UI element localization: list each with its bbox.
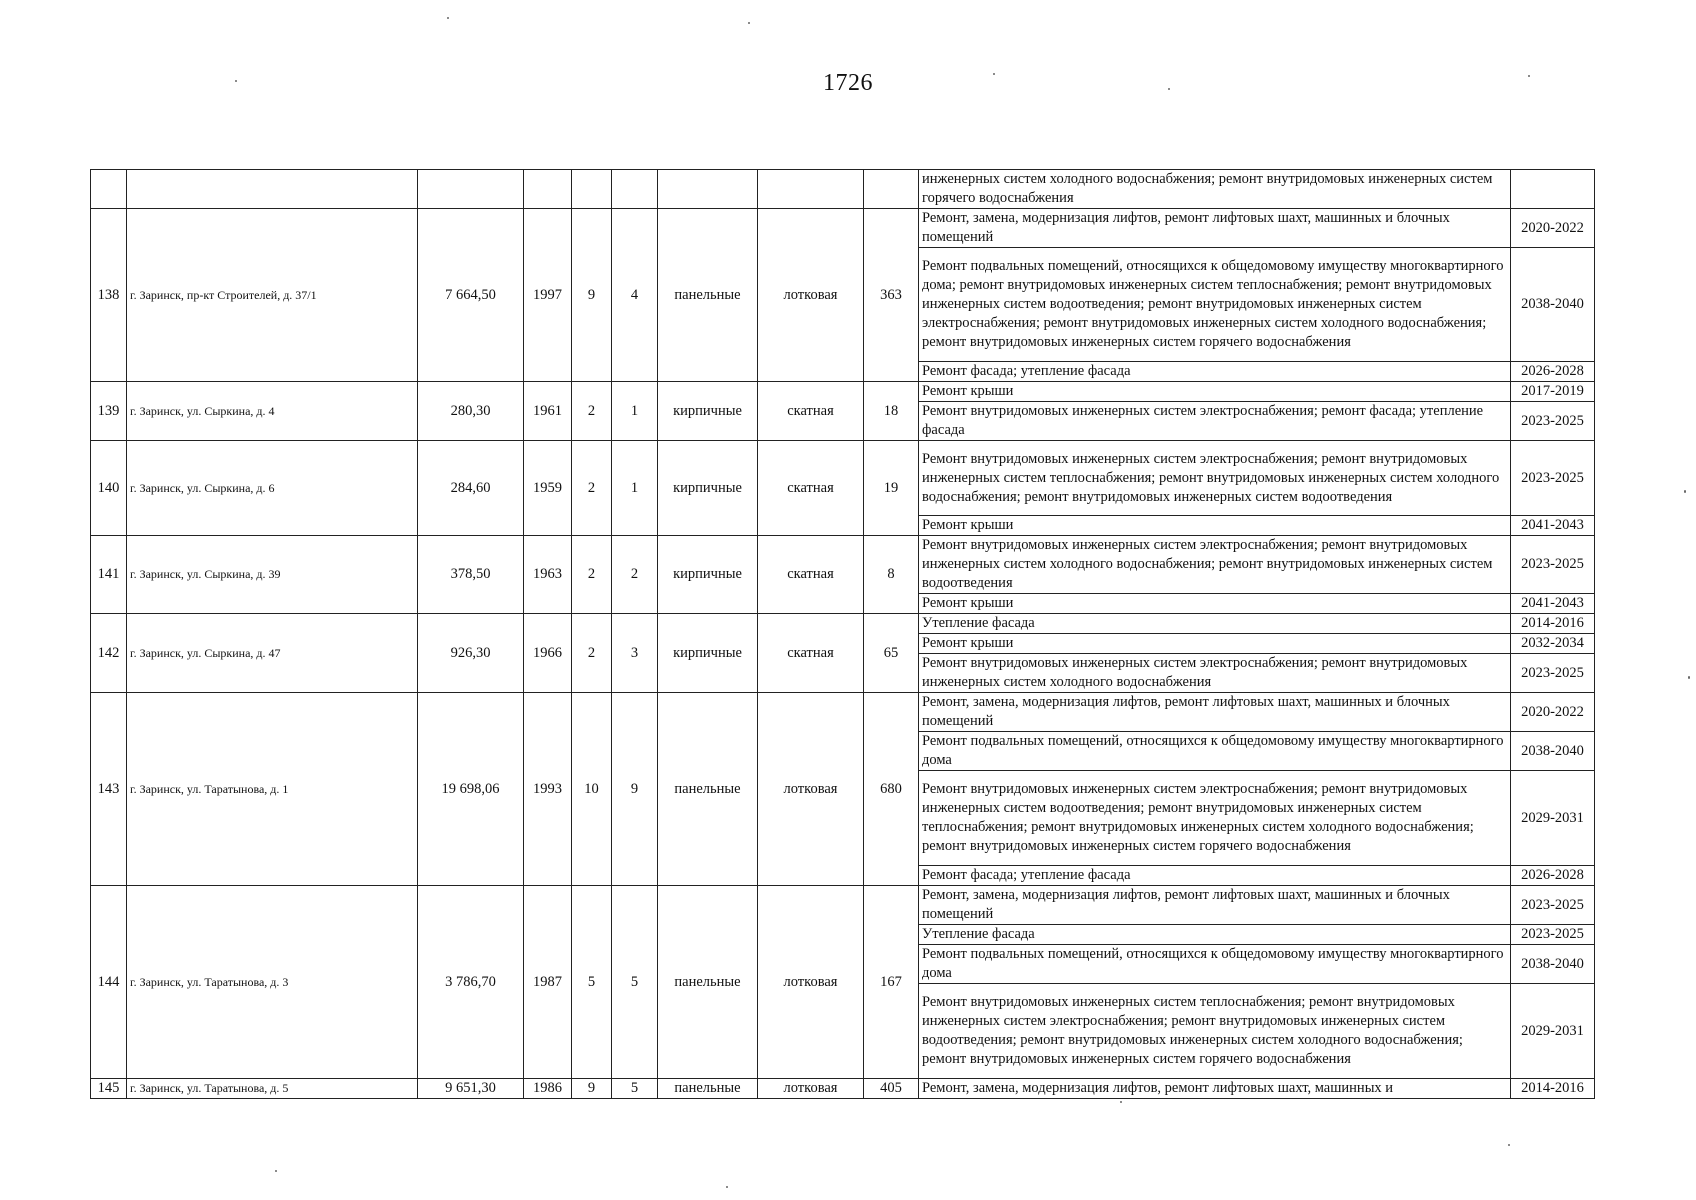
wall-material: кирпичные bbox=[658, 441, 758, 536]
residents-count: 19 bbox=[864, 441, 919, 536]
scan-speck bbox=[1528, 75, 1530, 77]
repair-period: 2029-2031 bbox=[1511, 771, 1595, 866]
floors-count bbox=[572, 170, 612, 209]
roof-type: скатная bbox=[758, 536, 864, 614]
repair-work: Ремонт фасада; утепление фасада bbox=[919, 362, 1511, 382]
total-area: 3 786,70 bbox=[418, 886, 524, 1079]
residents-count: 18 bbox=[864, 382, 919, 441]
row-number: 139 bbox=[91, 382, 127, 441]
entrances-count: 9 bbox=[612, 693, 658, 886]
construction-year: 1987 bbox=[524, 886, 572, 1079]
row-number: 142 bbox=[91, 614, 127, 693]
repair-period: 2038-2040 bbox=[1511, 945, 1595, 984]
construction-year: 1997 bbox=[524, 209, 572, 382]
table-row bbox=[91, 614, 1595, 634]
entrances-count: 2 bbox=[612, 536, 658, 614]
building-address: г. Заринск, ул. Сыркина, д. 39 bbox=[127, 536, 418, 614]
repair-period: 2017-2019 bbox=[1511, 382, 1595, 402]
entrances-count: 5 bbox=[612, 886, 658, 1079]
scan-speck bbox=[447, 17, 449, 19]
row-number: 145 bbox=[91, 1079, 127, 1099]
scan-speck bbox=[748, 22, 750, 24]
repair-work: Ремонт внутридомовых инженерных систем электроснабжения; ремонт внутридомовых инженерных систем холодного водоснабжения; ремонт внутридомовых инженерных систем водоотведения bbox=[919, 536, 1511, 594]
building-address: г. Заринск, пр-кт Строителей, д. 37/1 bbox=[127, 209, 418, 382]
repair-work: Ремонт крыши bbox=[919, 634, 1511, 654]
building-address bbox=[127, 170, 418, 209]
roof-type: лотковая bbox=[758, 693, 864, 886]
repair-work: Ремонт, замена, модернизация лифтов, ремонт лифтовых шахт, машинных и блочных помещений bbox=[919, 693, 1511, 732]
floors-count: 5 bbox=[572, 886, 612, 1079]
wall-material: панельные bbox=[658, 209, 758, 382]
scan-speck bbox=[993, 73, 995, 75]
repair-work: Утепление фасада bbox=[919, 614, 1511, 634]
entrances-count: 5 bbox=[612, 1079, 658, 1099]
repair-period: 2023-2025 bbox=[1511, 654, 1595, 693]
table-row bbox=[91, 209, 1595, 248]
repair-period: 2023-2025 bbox=[1511, 402, 1595, 441]
repair-work: Утепление фасада bbox=[919, 925, 1511, 945]
wall-material: кирпичные bbox=[658, 536, 758, 614]
repair-period: 2014-2016 bbox=[1511, 1079, 1595, 1099]
capital-repair-table bbox=[90, 169, 1595, 1099]
total-area: 284,60 bbox=[418, 441, 524, 536]
repair-period: 2038-2040 bbox=[1511, 248, 1595, 362]
repair-work: инженерных систем холодного водоснабжения; ремонт внутридомовых инженерных систем горячего водоснабжения bbox=[919, 170, 1511, 209]
wall-material: кирпичные bbox=[658, 382, 758, 441]
repair-period: 2041-2043 bbox=[1511, 594, 1595, 614]
residents-count: 167 bbox=[864, 886, 919, 1079]
roof-type bbox=[758, 170, 864, 209]
roof-type: лотковая bbox=[758, 209, 864, 382]
building-address: г. Заринск, ул. Таратынова, д. 5 bbox=[127, 1079, 418, 1099]
floors-count: 2 bbox=[572, 536, 612, 614]
repair-period: 2026-2028 bbox=[1511, 866, 1595, 886]
repair-period: 2020-2022 bbox=[1511, 209, 1595, 248]
repair-period: 2029-2031 bbox=[1511, 984, 1595, 1079]
wall-material: кирпичные bbox=[658, 614, 758, 693]
table-row bbox=[91, 886, 1595, 925]
floors-count: 2 bbox=[572, 441, 612, 536]
construction-year: 1966 bbox=[524, 614, 572, 693]
table-row bbox=[91, 170, 1595, 209]
total-area: 9 651,30 bbox=[418, 1079, 524, 1099]
table-row bbox=[91, 441, 1595, 516]
construction-year: 1963 bbox=[524, 536, 572, 614]
repair-work: Ремонт, замена, модернизация лифтов, ремонт лифтовых шахт, машинных и bbox=[919, 1079, 1511, 1099]
scan-speck bbox=[1168, 88, 1170, 90]
repair-work: Ремонт подвальных помещений, относящихся к общедомовому имуществу многоквартирного дома; ремонт внутридомовых инженерных систем теплоснабжения; ремонт внутридомовых инженерных систем водоотведения; ремонт внутридомовых инженерных систем электроснабжения; ремонт внутридомовых инженерных систем холодного водоснабжения; ремонт внутридомовых инженерных систем горячего водоснабжения bbox=[919, 248, 1511, 362]
row-number: 144 bbox=[91, 886, 127, 1079]
construction-year: 1959 bbox=[524, 441, 572, 536]
repair-period: 2023-2025 bbox=[1511, 536, 1595, 594]
scan-speck bbox=[275, 1170, 277, 1172]
repair-work: Ремонт крыши bbox=[919, 516, 1511, 536]
repair-period: 2041-2043 bbox=[1511, 516, 1595, 536]
roof-type: лотковая bbox=[758, 1079, 864, 1099]
table-row bbox=[91, 382, 1595, 402]
repair-period: 2014-2016 bbox=[1511, 614, 1595, 634]
entrances-count bbox=[612, 170, 658, 209]
repair-period: 2032-2034 bbox=[1511, 634, 1595, 654]
roof-type: скатная bbox=[758, 382, 864, 441]
page-number: 1726 bbox=[823, 70, 873, 96]
entrances-count: 1 bbox=[612, 382, 658, 441]
repair-work: Ремонт внутридомовых инженерных систем теплоснабжения; ремонт внутридомовых инженерных систем электроснабжения; ремонт внутридомовых инженерных систем водоотведения; ремонт внутридомовых инженерных систем холодного водоснабжения; ремонт внутридомовых инженерных систем горячего водоснабжения bbox=[919, 984, 1511, 1079]
row-number: 138 bbox=[91, 209, 127, 382]
building-address: г. Заринск, ул. Сыркина, д. 4 bbox=[127, 382, 418, 441]
scan-speck bbox=[1688, 676, 1690, 679]
scan-speck bbox=[1120, 1101, 1122, 1103]
wall-material: панельные bbox=[658, 1079, 758, 1099]
roof-type: лотковая bbox=[758, 886, 864, 1079]
table-row bbox=[91, 693, 1595, 732]
entrances-count: 4 bbox=[612, 209, 658, 382]
row-number: 140 bbox=[91, 441, 127, 536]
floors-count: 9 bbox=[572, 1079, 612, 1099]
residents-count: 680 bbox=[864, 693, 919, 886]
repair-period: 2023-2025 bbox=[1511, 441, 1595, 516]
wall-material: панельные bbox=[658, 886, 758, 1079]
roof-type: скатная bbox=[758, 614, 864, 693]
repair-period: 2038-2040 bbox=[1511, 732, 1595, 771]
scan-speck bbox=[1684, 490, 1686, 493]
residents-count: 65 bbox=[864, 614, 919, 693]
residents-count: 405 bbox=[864, 1079, 919, 1099]
building-address: г. Заринск, ул. Сыркина, д. 6 bbox=[127, 441, 418, 536]
building-address: г. Заринск, ул. Таратынова, д. 3 bbox=[127, 886, 418, 1079]
construction-year bbox=[524, 170, 572, 209]
residents-count: 8 bbox=[864, 536, 919, 614]
building-address: г. Заринск, ул. Сыркина, д. 47 bbox=[127, 614, 418, 693]
repair-work: Ремонт внутридомовых инженерных систем электроснабжения; ремонт внутридомовых инженерных систем водоотведения; ремонт внутридомовых инженерных систем теплоснабжения; ремонт внутридомовых инженерных систем холодного водоснабжения; ремонт внутридомовых инженерных систем горячего водоснабжения bbox=[919, 771, 1511, 866]
building-address: г. Заринск, ул. Таратынова, д. 1 bbox=[127, 693, 418, 886]
repair-work: Ремонт внутридомовых инженерных систем электроснабжения; ремонт внутридомовых инженерных систем теплоснабжения; ремонт внутридомовых инженерных систем холодного водоснабжения; ремонт внутридомовых инженерных систем водоотведения bbox=[919, 441, 1511, 516]
table-row bbox=[91, 1079, 1595, 1099]
floors-count: 2 bbox=[572, 614, 612, 693]
repair-period bbox=[1511, 170, 1595, 209]
scan-speck bbox=[726, 1186, 728, 1188]
total-area: 19 698,06 bbox=[418, 693, 524, 886]
repair-work: Ремонт подвальных помещений, относящихся к общедомовому имуществу многоквартирного дома bbox=[919, 945, 1511, 984]
construction-year: 1986 bbox=[524, 1079, 572, 1099]
entrances-count: 1 bbox=[612, 441, 658, 536]
residents-count bbox=[864, 170, 919, 209]
total-area: 378,50 bbox=[418, 536, 524, 614]
repair-period: 2023-2025 bbox=[1511, 925, 1595, 945]
construction-year: 1961 bbox=[524, 382, 572, 441]
repair-work: Ремонт подвальных помещений, относящихся к общедомовому имуществу многоквартирного дома bbox=[919, 732, 1511, 771]
construction-year: 1993 bbox=[524, 693, 572, 886]
repair-work: Ремонт крыши bbox=[919, 594, 1511, 614]
roof-type: скатная bbox=[758, 441, 864, 536]
scan-speck bbox=[1508, 1144, 1510, 1146]
row-number: 141 bbox=[91, 536, 127, 614]
table-row bbox=[91, 536, 1595, 594]
repair-work: Ремонт внутридомовых инженерных систем электроснабжения; ремонт внутридомовых инженерных систем холодного водоснабжения bbox=[919, 654, 1511, 693]
total-area: 926,30 bbox=[418, 614, 524, 693]
floors-count: 2 bbox=[572, 382, 612, 441]
floors-count: 9 bbox=[572, 209, 612, 382]
repair-work: Ремонт, замена, модернизация лифтов, ремонт лифтовых шахт, машинных и блочных помещений bbox=[919, 886, 1511, 925]
scan-speck bbox=[235, 80, 237, 82]
repair-period: 2023-2025 bbox=[1511, 886, 1595, 925]
wall-material: панельные bbox=[658, 693, 758, 886]
repair-work: Ремонт фасада; утепление фасада bbox=[919, 866, 1511, 886]
repair-period: 2020-2022 bbox=[1511, 693, 1595, 732]
residents-count: 363 bbox=[864, 209, 919, 382]
repair-period: 2026-2028 bbox=[1511, 362, 1595, 382]
repair-work: Ремонт крыши bbox=[919, 382, 1511, 402]
floors-count: 10 bbox=[572, 693, 612, 886]
entrances-count: 3 bbox=[612, 614, 658, 693]
total-area: 7 664,50 bbox=[418, 209, 524, 382]
total-area: 280,30 bbox=[418, 382, 524, 441]
total-area bbox=[418, 170, 524, 209]
repair-work: Ремонт внутридомовых инженерных систем электроснабжения; ремонт фасада; утепление фасада bbox=[919, 402, 1511, 441]
row-number bbox=[91, 170, 127, 209]
row-number: 143 bbox=[91, 693, 127, 886]
wall-material bbox=[658, 170, 758, 209]
repair-work: Ремонт, замена, модернизация лифтов, ремонт лифтовых шахт, машинных и блочных помещений bbox=[919, 209, 1511, 248]
